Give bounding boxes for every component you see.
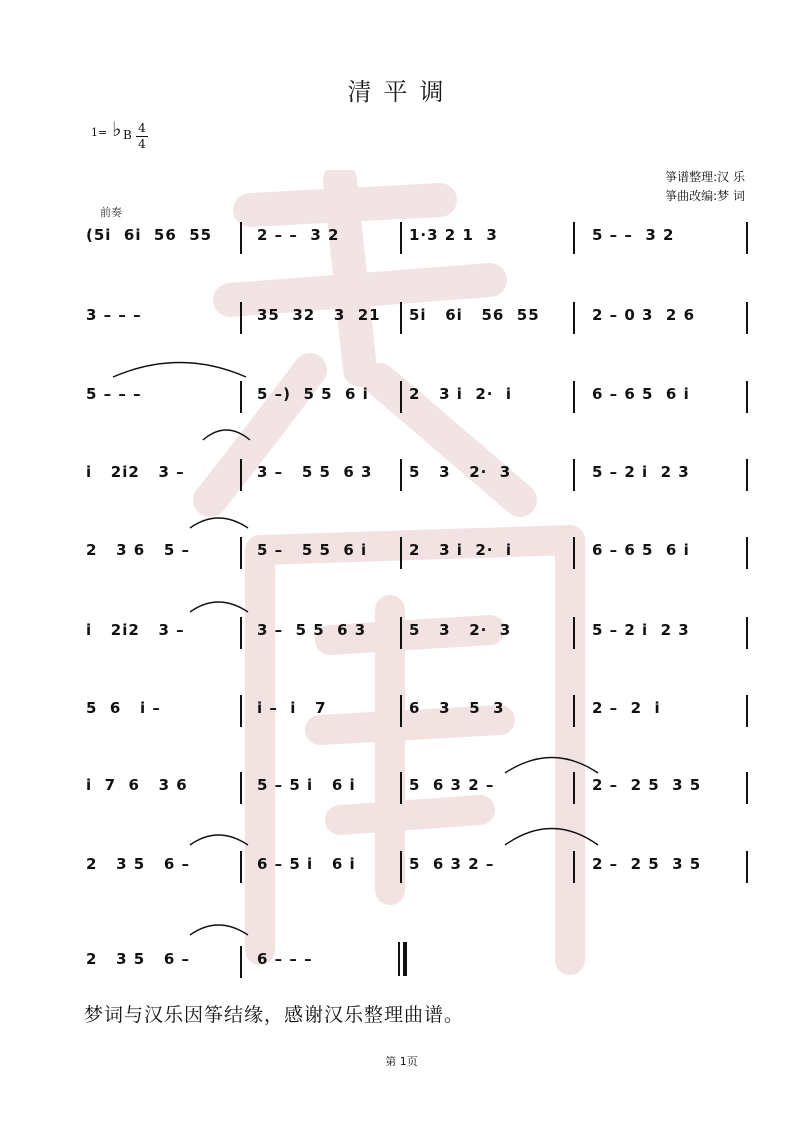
slur-arc bbox=[190, 518, 248, 528]
measure-notes: 2 – 0 3 2 6 bbox=[592, 306, 696, 324]
measure-notes: 2 3 6 5 – bbox=[86, 541, 191, 559]
barline bbox=[400, 851, 402, 883]
barline bbox=[240, 851, 242, 883]
score-row bbox=[0, 302, 803, 342]
barline bbox=[746, 302, 748, 334]
barline bbox=[746, 381, 748, 413]
slur-arc bbox=[505, 829, 598, 846]
measure-notes: 6 – – – bbox=[257, 950, 313, 968]
measure-notes: 2 3 5 6 – bbox=[86, 950, 191, 968]
measure-notes: i – i 7 bbox=[257, 699, 327, 717]
measure-notes: 5 6 3 2 – bbox=[409, 855, 495, 873]
barline bbox=[746, 537, 748, 569]
measure-notes: 5 – 2 i 2 3 bbox=[592, 621, 690, 639]
score-row bbox=[0, 381, 803, 421]
measure-notes: i 7 6 3 6 bbox=[86, 776, 188, 794]
barline bbox=[746, 222, 748, 254]
barline bbox=[746, 695, 748, 727]
measure-notes: 5 6 3 2 – bbox=[409, 776, 495, 794]
barline bbox=[400, 695, 402, 727]
time-unit: 4 bbox=[138, 137, 146, 151]
barline bbox=[240, 695, 242, 727]
barline bbox=[573, 302, 575, 334]
barline bbox=[240, 772, 242, 804]
footnote: 梦词与汉乐因筝结缘，感谢汉乐整理曲谱。 bbox=[84, 1004, 465, 1026]
final-barline-thin bbox=[398, 942, 400, 976]
measure-notes: 6 – 5 i 6 i bbox=[257, 855, 356, 873]
barline bbox=[746, 772, 748, 804]
barline bbox=[746, 459, 748, 491]
barline bbox=[573, 851, 575, 883]
score-row bbox=[0, 537, 803, 577]
measure-notes: 1·3 2 1 3 bbox=[409, 226, 498, 244]
score-row bbox=[0, 695, 803, 735]
barline bbox=[240, 946, 242, 978]
score-row bbox=[0, 946, 803, 986]
measure-notes: 2 – 2 i bbox=[592, 699, 661, 717]
barline bbox=[240, 459, 242, 491]
barline bbox=[573, 772, 575, 804]
measure-notes: 5 – 5 5 6 i bbox=[257, 541, 368, 559]
slur-arc bbox=[190, 602, 248, 612]
measure-notes: 5 – 2 i 2 3 bbox=[592, 463, 690, 481]
barline bbox=[400, 222, 402, 254]
barline bbox=[746, 617, 748, 649]
barline bbox=[573, 222, 575, 254]
barline bbox=[573, 695, 575, 727]
measure-notes: 5 – – 3 2 bbox=[592, 226, 675, 244]
credit-arranger: 箏谱整理:汉 乐 bbox=[665, 170, 745, 184]
score-row bbox=[0, 459, 803, 499]
measure-notes: 3 – – – bbox=[86, 306, 142, 324]
measure-notes: 2 3 5 6 – bbox=[86, 855, 191, 873]
barline bbox=[400, 772, 402, 804]
prelude-label: 前奏 bbox=[100, 206, 122, 219]
measure-notes: 6 3 5 3 bbox=[409, 699, 505, 717]
time-beats: 4 bbox=[138, 121, 146, 135]
barline bbox=[573, 381, 575, 413]
barline bbox=[573, 617, 575, 649]
score-row bbox=[0, 851, 803, 891]
time-signature bbox=[136, 122, 148, 151]
measure-notes: 2 – 2 5 3 5 bbox=[592, 776, 702, 794]
key-tonic: B bbox=[123, 128, 132, 142]
slur-arc bbox=[203, 430, 250, 440]
barline bbox=[240, 302, 242, 334]
measure-notes: 5i 6i 56 55 bbox=[409, 306, 540, 324]
flat-sign: ♭ bbox=[112, 117, 122, 141]
measure-notes: i 2i2 3 – bbox=[86, 621, 185, 639]
score-row bbox=[0, 222, 803, 262]
barline bbox=[240, 617, 242, 649]
measure-notes: (5i 6i 56 55 bbox=[86, 226, 213, 244]
measure-notes: 5 3 2· 3 bbox=[409, 621, 512, 639]
barline bbox=[400, 459, 402, 491]
measure-notes: i 2i2 3 – bbox=[86, 463, 185, 481]
barline bbox=[400, 617, 402, 649]
barline bbox=[240, 222, 242, 254]
slur-arc bbox=[190, 925, 248, 935]
key-signature-prefix: 1= bbox=[91, 126, 108, 139]
page-title: 清平调 bbox=[347, 78, 456, 106]
score-row bbox=[0, 617, 803, 657]
measure-notes: 5 3 2· 3 bbox=[409, 463, 512, 481]
barline bbox=[746, 851, 748, 883]
slur-arc bbox=[505, 758, 598, 774]
barline bbox=[573, 537, 575, 569]
measure-notes: 2 – – 3 2 bbox=[257, 226, 340, 244]
credit-adapter: 箏曲改编:梦 词 bbox=[665, 189, 745, 203]
measure-notes: 2 3 i 2· i bbox=[409, 541, 513, 559]
barline bbox=[400, 302, 402, 334]
measure-notes: 3 – 5 5 6 3 bbox=[257, 621, 367, 639]
measure-notes: 5 – – – bbox=[86, 385, 142, 403]
measure-notes: 5 – 5 i 6 i bbox=[257, 776, 356, 794]
measure-notes: 2 – 2 5 3 5 bbox=[592, 855, 702, 873]
barline bbox=[240, 537, 242, 569]
barline bbox=[573, 459, 575, 491]
measure-notes: 3 – 5 5 6 3 bbox=[257, 463, 373, 481]
page-number: 第 1页 bbox=[385, 1055, 418, 1068]
measure-notes: 5 6 i – bbox=[86, 699, 161, 717]
measure-notes: 2 3 i 2· i bbox=[409, 385, 513, 403]
final-barline-thick bbox=[403, 942, 407, 976]
measure-notes: 6 – 6 5 6 i bbox=[592, 385, 690, 403]
barline bbox=[400, 381, 402, 413]
measure-notes: 5 –) 5 5 6 i bbox=[257, 385, 369, 403]
barline bbox=[400, 537, 402, 569]
measure-notes: 35 32 3 21 bbox=[257, 306, 381, 324]
score-row bbox=[0, 772, 803, 812]
barline bbox=[240, 381, 242, 413]
measure-notes: 6 – 6 5 6 i bbox=[592, 541, 690, 559]
slur-arc bbox=[190, 835, 248, 845]
slur-arc bbox=[113, 363, 246, 378]
